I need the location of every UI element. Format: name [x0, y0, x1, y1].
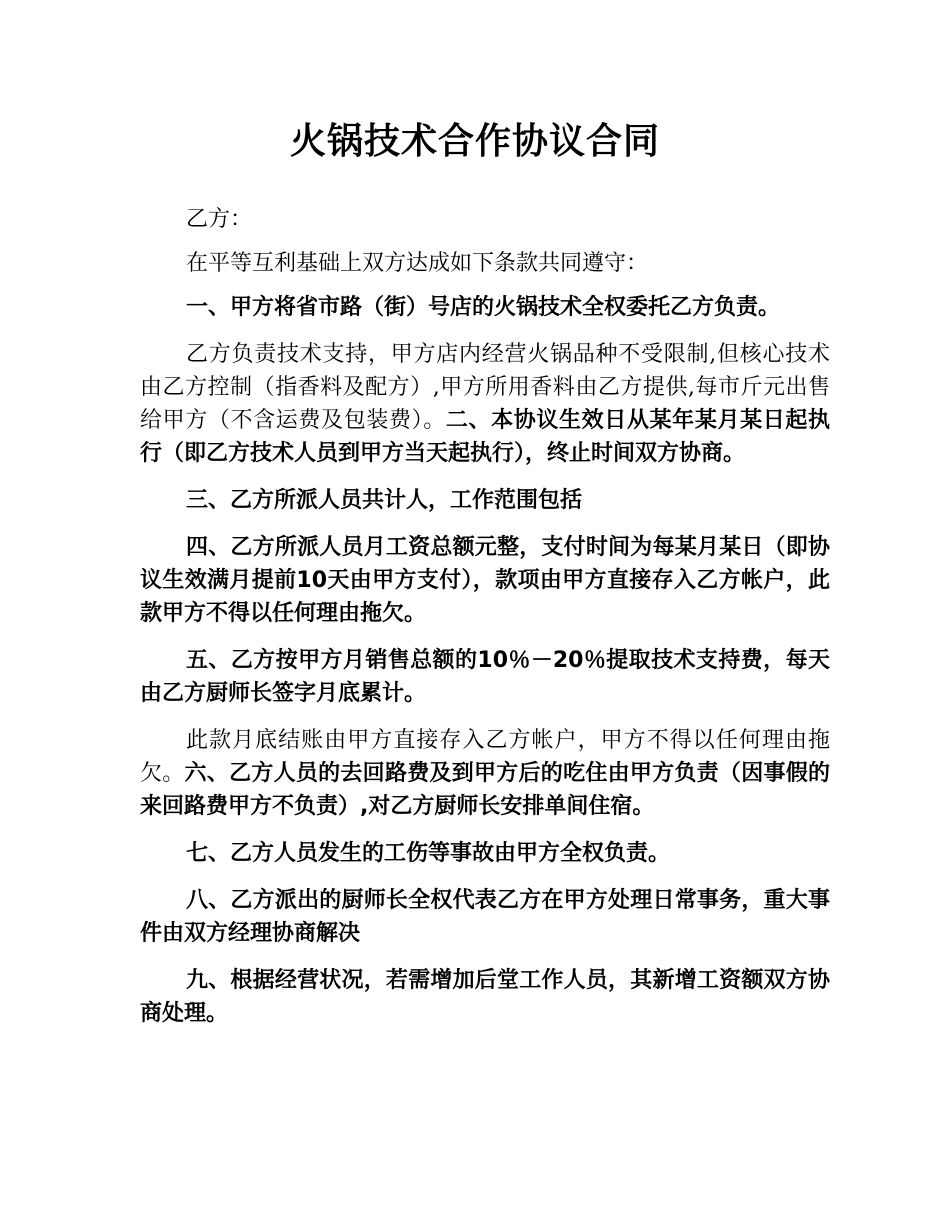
clause-7 [140, 837, 830, 870]
clause-7-text: 七、乙方人员发生的工伤等事故由甲方全权负责。 [186, 841, 671, 866]
clause-5-details-and-clause-6 [140, 724, 830, 823]
clause-3 [140, 484, 830, 517]
clause-8 [140, 884, 830, 950]
clause-9 [140, 964, 830, 1030]
clause-8-text: 八、乙方派出的厨师长全权代表乙方在甲方处理日常事务，重大事件由双方经理协商解决 [140, 888, 830, 946]
clause-1-details-text: 乙方负责技术支持，甲方店内经营火锅品种不受限制,但核心技术由乙方控制（指香料及配方）,甲方所用香料由乙方提供,每市斤元出售给甲方（不含运费及包装费）。 [140, 342, 830, 433]
clause-3-text: 三、乙方所派人员共计人，工作范围包括 [186, 488, 583, 513]
clause-1-details-and-clause-2 [140, 338, 830, 470]
document-body [140, 203, 830, 1030]
clause-5-details-text: 此款月底结账由甲方直接存入乙方帐户，甲方不得以任何理由拖欠。 [140, 728, 830, 786]
party-b-line [140, 203, 830, 236]
clause-2-text: 二、本协议生效日从某年某月某日起执行（即乙方技术人员到甲方当天起执行），终止时间双方协商。 [140, 408, 830, 466]
clause-9-text: 九、根据经营状况，若需增加后堂工作人员，其新增工资额双方协商处理。 [140, 968, 830, 1026]
clause-6-text: 六、乙方人员的去回路费及到甲方后的吃住由甲方负责（因事假的来回路费甲方不负责）,对乙方厨师长安排单间住宿。 [140, 761, 830, 819]
preamble-text: 在平等互利基础上双方达成如下条款共同遵守： [186, 251, 649, 276]
clause-5 [140, 644, 830, 710]
clause-1-text: 一、甲方将省市路（街）号店的火锅技术全权委托乙方负责。 [186, 295, 781, 320]
clause-1 [140, 291, 830, 324]
clause-4-text: 四、乙方所派人员月工资总额元整，支付时间为每某月某日（即协议生效满月提前10天由甲方支付），款项由甲方直接存入乙方帐户，此款甲方不得以任何理由拖欠。 [140, 535, 830, 626]
party-b-text: 乙方： [186, 207, 253, 232]
document-title: 火锅技术合作协议合同 [289, 121, 660, 162]
preamble-paragraph [140, 247, 830, 280]
clause-5-text: 五、乙方按甲方月销售总额的10％－20％提取技术支持费，每天由乙方厨师长签字月底累计。 [140, 648, 830, 706]
clause-4 [140, 531, 830, 630]
